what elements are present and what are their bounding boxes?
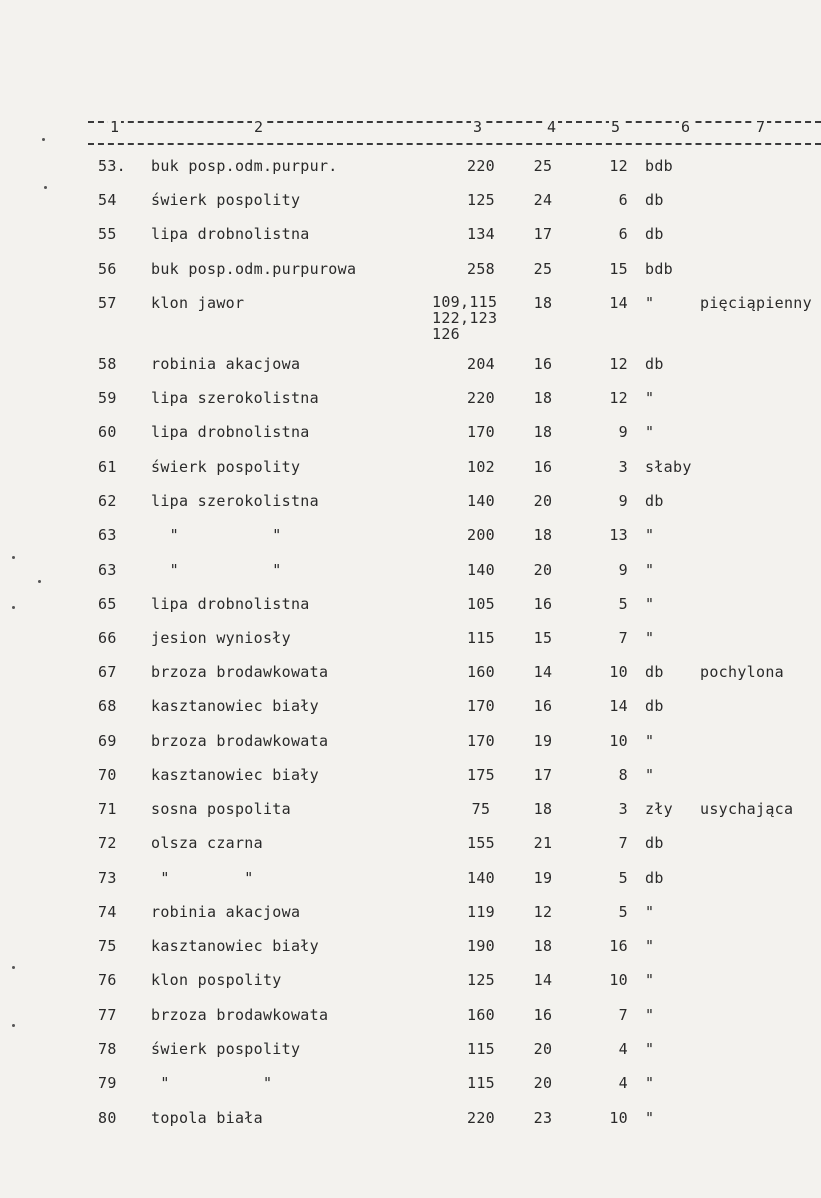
circumference: 105 bbox=[467, 595, 495, 613]
column-number-3: 3 bbox=[473, 118, 483, 136]
header-rule-top bbox=[88, 121, 821, 123]
circumference: 125 bbox=[467, 191, 495, 209]
height: 18 bbox=[533, 423, 553, 441]
condition: " bbox=[645, 526, 655, 544]
crown-width: 15 bbox=[609, 260, 628, 278]
column-number-5: 5 bbox=[611, 118, 621, 136]
height: 16 bbox=[533, 595, 553, 613]
height: 23 bbox=[533, 1109, 553, 1127]
species-name: brzoza brodawkowata bbox=[151, 663, 329, 681]
row-number: 71 bbox=[98, 800, 117, 818]
species-name: " " bbox=[151, 869, 254, 887]
species-name: jesion wyniosły bbox=[151, 629, 291, 647]
condition: " bbox=[645, 389, 655, 407]
row-number: 60 bbox=[98, 423, 117, 441]
row-number: 54 bbox=[98, 191, 117, 209]
circumference: 102 bbox=[467, 458, 495, 476]
species-name: lipa drobnolistna bbox=[151, 423, 310, 441]
condition: db bbox=[645, 225, 664, 243]
species-name: świerk pospolity bbox=[151, 1040, 301, 1058]
row-number: 61 bbox=[98, 458, 117, 476]
condition: " bbox=[645, 903, 655, 921]
row-number: 79 bbox=[98, 1074, 117, 1092]
table-row bbox=[0, 225, 821, 255]
species-name: świerk pospolity bbox=[151, 458, 301, 476]
crown-width: 10 bbox=[609, 1109, 628, 1127]
row-number: 57 bbox=[98, 294, 117, 312]
species-name: brzoza brodawkowata bbox=[151, 1006, 329, 1024]
condition: db bbox=[645, 663, 664, 681]
species-name: buk posp.odm.purpur. bbox=[151, 157, 338, 175]
condition: " bbox=[645, 595, 655, 613]
row-number: 68 bbox=[98, 697, 117, 715]
circumference: 75 bbox=[471, 800, 491, 818]
height: 16 bbox=[533, 458, 553, 476]
circumference: 140 bbox=[467, 492, 495, 510]
crown-width: 5 bbox=[618, 595, 628, 613]
species-name: " " bbox=[151, 526, 282, 544]
height: 25 bbox=[533, 157, 553, 175]
crown-width: 7 bbox=[618, 629, 628, 647]
height: 18 bbox=[533, 389, 553, 407]
condition: bdb bbox=[645, 157, 673, 175]
condition: db bbox=[645, 492, 664, 510]
circumference: 160 bbox=[467, 1006, 495, 1024]
crown-width: 5 bbox=[618, 903, 628, 921]
condition: " bbox=[645, 561, 655, 579]
table-row bbox=[0, 191, 821, 221]
circumference: 115 bbox=[467, 1074, 495, 1092]
table-row bbox=[0, 561, 821, 591]
species-name: klon jawor bbox=[151, 294, 245, 312]
row-number: 78 bbox=[98, 1040, 117, 1058]
column-number-2: 2 bbox=[254, 118, 264, 136]
height: 16 bbox=[533, 355, 553, 373]
height: 14 bbox=[533, 971, 553, 989]
row-number: 70 bbox=[98, 766, 117, 784]
row-number: 67 bbox=[98, 663, 117, 681]
circumference: 125 bbox=[467, 971, 495, 989]
species-name: " " bbox=[151, 1074, 273, 1092]
condition: " bbox=[645, 971, 655, 989]
species-name: olsza czarna bbox=[151, 834, 263, 852]
crown-width: 10 bbox=[609, 663, 628, 681]
crown-width: 14 bbox=[609, 697, 628, 715]
table-row bbox=[0, 629, 821, 659]
crown-width: 12 bbox=[609, 389, 628, 407]
condition: db bbox=[645, 869, 664, 887]
species-name: lipa szerokolistna bbox=[151, 492, 319, 510]
condition: " bbox=[645, 766, 655, 784]
crown-width: 9 bbox=[618, 561, 628, 579]
row-number: 63 bbox=[98, 526, 117, 544]
height: 19 bbox=[533, 869, 553, 887]
species-name: " " bbox=[151, 561, 282, 579]
table-row bbox=[0, 834, 821, 864]
circumference: 140 bbox=[467, 869, 495, 887]
species-name: robinia akacjowa bbox=[151, 355, 301, 373]
table-row bbox=[0, 903, 821, 933]
condition: zły bbox=[645, 800, 673, 818]
height: 14 bbox=[533, 663, 553, 681]
condition: db bbox=[645, 191, 664, 209]
crown-width: 5 bbox=[618, 869, 628, 887]
row-number: 69 bbox=[98, 732, 117, 750]
circumference: 190 bbox=[467, 937, 495, 955]
table-row bbox=[0, 697, 821, 727]
table-row bbox=[0, 423, 821, 453]
table-row bbox=[0, 526, 821, 556]
crown-width: 9 bbox=[618, 492, 628, 510]
table-row bbox=[0, 458, 821, 488]
circumference: 200 bbox=[467, 526, 495, 544]
circumference: 220 bbox=[467, 389, 495, 407]
condition: db bbox=[645, 834, 664, 852]
row-number: 62 bbox=[98, 492, 117, 510]
column-number-4: 4 bbox=[547, 118, 557, 136]
circumference: 155 bbox=[467, 834, 495, 852]
circumference: 220 bbox=[467, 1109, 495, 1127]
condition: " bbox=[645, 1040, 655, 1058]
row-number: 58 bbox=[98, 355, 117, 373]
row-number: 73 bbox=[98, 869, 117, 887]
height: 25 bbox=[533, 260, 553, 278]
circumference: 170 bbox=[467, 423, 495, 441]
species-name: robinia akacjowa bbox=[151, 903, 301, 921]
height: 19 bbox=[533, 732, 553, 750]
row-number: 75 bbox=[98, 937, 117, 955]
condition: " bbox=[645, 423, 655, 441]
height: 20 bbox=[533, 1040, 553, 1058]
table-row bbox=[0, 355, 821, 385]
height: 16 bbox=[533, 1006, 553, 1024]
table-row bbox=[0, 389, 821, 419]
row-number: 53. bbox=[98, 157, 126, 175]
condition: " bbox=[645, 937, 655, 955]
height: 15 bbox=[533, 629, 553, 647]
row-number: 76 bbox=[98, 971, 117, 989]
species-name: lipa drobnolistna bbox=[151, 225, 310, 243]
remarks: usychająca bbox=[700, 800, 794, 818]
circumference: 160 bbox=[467, 663, 495, 681]
condition: bdb bbox=[645, 260, 673, 278]
crown-width: 4 bbox=[618, 1040, 628, 1058]
crown-width: 13 bbox=[609, 526, 628, 544]
species-name: świerk pospolity bbox=[151, 191, 301, 209]
table-row bbox=[0, 971, 821, 1001]
crown-width: 7 bbox=[618, 1006, 628, 1024]
crown-width: 12 bbox=[609, 355, 628, 373]
row-number: 72 bbox=[98, 834, 117, 852]
condition: " bbox=[645, 732, 655, 750]
condition: db bbox=[645, 697, 664, 715]
row-number: 65 bbox=[98, 595, 117, 613]
crown-width: 4 bbox=[618, 1074, 628, 1092]
species-name: kasztanowiec biały bbox=[151, 697, 319, 715]
table-row bbox=[0, 800, 821, 830]
condition: " bbox=[645, 1109, 655, 1127]
remarks: pięciąpienny bbox=[700, 294, 812, 312]
column-number-6: 6 bbox=[681, 118, 691, 136]
table-row bbox=[0, 492, 821, 522]
crown-width: 12 bbox=[609, 157, 628, 175]
condition: " bbox=[645, 1074, 655, 1092]
column-number-7: 7 bbox=[756, 118, 766, 136]
circumference: 140 bbox=[467, 561, 495, 579]
circumference: 119 bbox=[467, 903, 495, 921]
table-row bbox=[0, 1074, 821, 1104]
table-row bbox=[0, 1040, 821, 1070]
height: 20 bbox=[533, 561, 553, 579]
height: 20 bbox=[533, 492, 553, 510]
header-rule-bottom bbox=[88, 143, 821, 145]
height: 18 bbox=[533, 526, 553, 544]
crown-width: 7 bbox=[618, 834, 628, 852]
crown-width: 16 bbox=[609, 937, 628, 955]
species-name: klon pospolity bbox=[151, 971, 282, 989]
species-name: topola biała bbox=[151, 1109, 263, 1127]
condition: " bbox=[645, 629, 655, 647]
height: 21 bbox=[533, 834, 553, 852]
crown-width: 8 bbox=[618, 766, 628, 784]
table-row bbox=[0, 732, 821, 762]
height: 12 bbox=[533, 903, 553, 921]
table-row bbox=[0, 157, 821, 187]
crown-width: 9 bbox=[618, 423, 628, 441]
circumference: 258 bbox=[467, 260, 495, 278]
height: 17 bbox=[533, 766, 553, 784]
circumference: 134 bbox=[467, 225, 495, 243]
crown-width: 10 bbox=[609, 732, 628, 750]
circumference: 220 bbox=[467, 157, 495, 175]
crown-width: 3 bbox=[618, 458, 628, 476]
species-name: lipa drobnolistna bbox=[151, 595, 310, 613]
row-number: 74 bbox=[98, 903, 117, 921]
circumference: 109,115 122,123 126 bbox=[432, 293, 498, 343]
table-row bbox=[0, 293, 821, 343]
row-number: 63 bbox=[98, 561, 117, 579]
row-number: 55 bbox=[98, 225, 117, 243]
species-name: kasztanowiec biały bbox=[151, 937, 319, 955]
row-number: 80 bbox=[98, 1109, 117, 1127]
table-row bbox=[0, 766, 821, 796]
height: 24 bbox=[533, 191, 553, 209]
table-row bbox=[0, 869, 821, 899]
circumference: 175 bbox=[467, 766, 495, 784]
table-row bbox=[0, 1109, 821, 1139]
height: 18 bbox=[533, 800, 553, 818]
height: 17 bbox=[533, 225, 553, 243]
species-name: brzoza brodawkowata bbox=[151, 732, 329, 750]
crown-width: 6 bbox=[618, 225, 628, 243]
species-name: kasztanowiec biały bbox=[151, 766, 319, 784]
row-number: 66 bbox=[98, 629, 117, 647]
table-row bbox=[0, 595, 821, 625]
species-name: sosna pospolita bbox=[151, 800, 291, 818]
table-row bbox=[0, 663, 821, 693]
condition: " bbox=[645, 294, 655, 312]
crown-width: 14 bbox=[609, 294, 628, 312]
condition: db bbox=[645, 355, 664, 373]
margin-mark bbox=[12, 556, 15, 559]
crown-width: 6 bbox=[618, 191, 628, 209]
height: 20 bbox=[533, 1074, 553, 1092]
row-number: 56 bbox=[98, 260, 117, 278]
margin-mark bbox=[42, 138, 45, 141]
row-number: 77 bbox=[98, 1006, 117, 1024]
species-name: lipa szerokolistna bbox=[151, 389, 319, 407]
table-row bbox=[0, 1006, 821, 1036]
condition: " bbox=[645, 1006, 655, 1024]
circumference: 170 bbox=[467, 697, 495, 715]
circumference: 115 bbox=[467, 1040, 495, 1058]
circumference: 115 bbox=[467, 629, 495, 647]
circumference: 204 bbox=[467, 355, 495, 373]
crown-width: 10 bbox=[609, 971, 628, 989]
height: 16 bbox=[533, 697, 553, 715]
remarks: pochylona bbox=[700, 663, 784, 681]
row-number: 59 bbox=[98, 389, 117, 407]
column-number-1: 1 bbox=[110, 118, 120, 136]
condition: słaby bbox=[645, 458, 692, 476]
table-row bbox=[0, 937, 821, 967]
circumference: 170 bbox=[467, 732, 495, 750]
table-row bbox=[0, 260, 821, 290]
crown-width: 3 bbox=[618, 800, 628, 818]
species-name: buk posp.odm.purpurowa bbox=[151, 260, 357, 278]
height: 18 bbox=[533, 294, 553, 312]
height: 18 bbox=[533, 937, 553, 955]
